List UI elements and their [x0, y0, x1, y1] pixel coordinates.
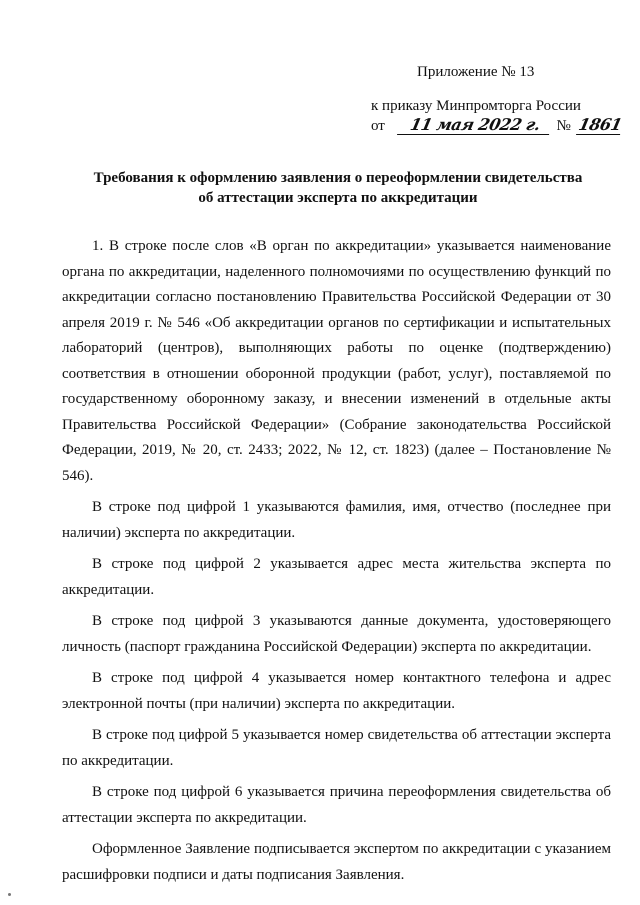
number-label: №	[556, 118, 571, 134]
order-date-line	[371, 116, 622, 136]
paragraph-2: В строке под цифрой 1 указываются фамилия, имя, отчество (последнее при наличии) эксперта по аккредитации.	[62, 499, 611, 541]
handwritten-date: 11 мая 2022 г.	[397, 116, 553, 135]
paragraph-5: В строке под цифрой 4 указывается номер контактного телефона и адрес электронной почты (при наличии) эксперта по аккредитации.	[62, 670, 611, 712]
title-line-2: об аттестации эксперта по аккредитации	[198, 190, 478, 206]
scan-speck	[8, 893, 11, 896]
paragraph-6: В строке под цифрой 5 указывается номер свидетельства об аттестации эксперта по аккредитации.	[62, 727, 611, 769]
paragraph-4: В строке под цифрой 3 указываются данные документа, удостоверяющего личность (паспорт гражданина Российской Федерации) эксперта по аккредитации.	[62, 613, 611, 655]
appendix-number: Приложение № 13	[417, 64, 535, 80]
document-title	[60, 168, 616, 208]
date-prefix: от	[371, 118, 385, 134]
order-reference: к приказу Минпромторга России	[371, 98, 581, 114]
title-line-1: Требования к оформлению заявления о переоформлении свидетельства	[93, 170, 583, 186]
paragraph-8: Оформленное Заявление подписывается экспертом по аккредитации с указанием расшифровки подписи и даты подписания Заявления.	[62, 841, 611, 883]
paragraph-3: В строке под цифрой 2 указывается адрес места жительства эксперта по аккредитации.	[62, 556, 611, 598]
document-body	[62, 234, 611, 894]
paragraph-7: В строке под цифрой 6 указывается причина переоформления свидетельства об аттестации эксперта по аккредитации.	[62, 784, 611, 826]
handwritten-order-number: 1861	[576, 115, 624, 134]
paragraph-1: 1. В строке после слов «В орган по аккредитации» указывается наименование органа по аккредитации, наделенного полномочиями по осуществлению функций по аккредитации согласно постановлению Правительства Российской Федерации от 30 апреля 2019 г. № 546 «Об аккредитации органов по сертификации и испытательных лабораторий (центров), выполняющих работы по оценке (подтверждению) соответствия в отношении оборонной продукции (работ, услуг), поставляемой по государственному оборонному заказу, и внесении изменений в отдельные акты Правительства Российской Федерации» (Собрание законодательства Российской Федерации, 2019, № 20, ст. 2433; 2022, № 12, ст. 1823) (далее – Постановление № 546).	[62, 238, 611, 484]
